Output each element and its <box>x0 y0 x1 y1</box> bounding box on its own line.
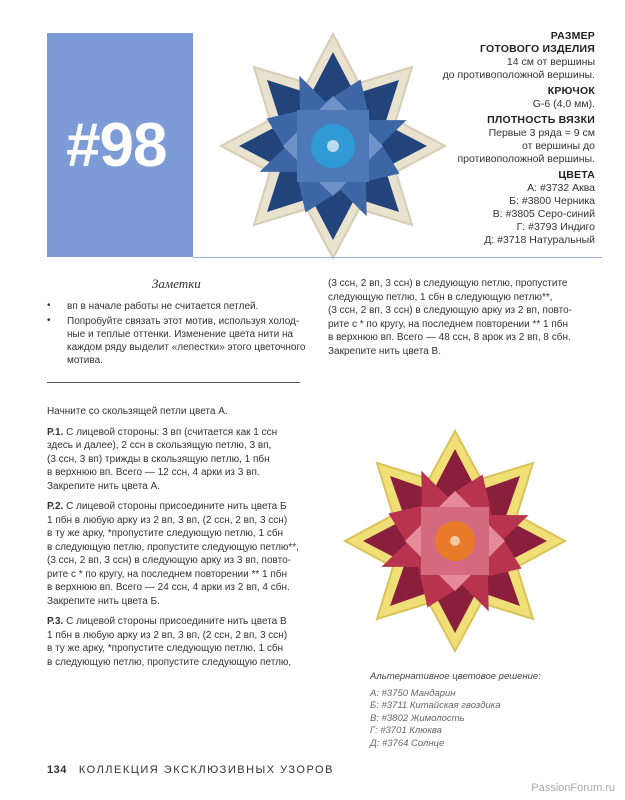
watermark: PassionForum.ru <box>531 782 615 794</box>
instructions-right-column <box>328 277 598 358</box>
header-divider <box>193 257 602 258</box>
spec-gauge <box>457 114 595 166</box>
instruction-line: рите с * по кругу, на последнем повторении ** 1 пбн <box>328 318 569 330</box>
notes-item-2 <box>67 315 307 367</box>
spec-colors-title: ЦВЕТА <box>558 169 595 181</box>
instruction-line: 1 пбн в любую арку из 2 вп, 3 вп, (2 ссн, 2 вп, 3 ссн) <box>47 629 288 641</box>
notes-item-1-line: вп в начале работы не считается петлей. <box>67 301 259 312</box>
spec-size-title-1: РАЗМЕР <box>550 30 595 42</box>
spec-hook-title: КРЮЧОК <box>547 85 595 97</box>
instruction-line: С лицевой стороны присоедините нить цвета В <box>66 616 287 627</box>
instructions-left-column <box>47 405 332 676</box>
row-1-instructions <box>47 426 332 494</box>
instruction-line: в следующую петлю, пропустите следующую петлю**, <box>47 541 299 553</box>
spec-colors <box>484 169 595 247</box>
spec-hook-value: G-6 (4,0 мм). <box>532 98 595 110</box>
notes-item-2-line: Попробуйте связать этот мотив, используя холод- <box>67 316 300 327</box>
spec-color-d: Г: #3793 Индиго <box>516 221 595 233</box>
notes-item-2-line: каждом ряду выделит «лепестки» этого цветочного <box>67 342 306 353</box>
instruction-line: Закрепите нить цвета А. <box>47 480 160 492</box>
spec-hook <box>533 85 595 111</box>
spec-gauge-line-2: от вершины до <box>522 140 595 152</box>
instruction-line: в верхнюю вп. Всего — 12 ссн, 4 арки из 3 вп. <box>47 467 260 478</box>
alt-color-c: В: #3802 Жимолость <box>370 712 465 724</box>
notes-item-1 <box>67 300 307 313</box>
bullet-icon: • <box>47 300 51 311</box>
instruction-line: (3 ссн, 2 вп, 3 ссн) в следующую арку из 3 вп, повто- <box>47 555 291 566</box>
instruction-line: следующую петлю, 1 сбн в следующую петлю**, <box>328 291 553 303</box>
instruction-line: здесь и далее), 2 ссн в скользящую петлю, 3 вп, <box>47 440 272 451</box>
instruction-line: Закрепите нить цвета В. <box>328 345 441 357</box>
spec-color-c: В: #3805 Серо-синий <box>492 208 595 220</box>
alt-color-a: А: #3750 Мандарин <box>370 687 456 699</box>
row-3-instructions <box>47 615 332 669</box>
alt-colors-title: Альтернативное цветовое решение: <box>370 671 541 682</box>
alt-color-d: Г: #3701 Клюква <box>370 725 442 736</box>
instruction-intro: Начните со скользящей петли цвета А. <box>47 406 228 417</box>
motif-image-blue <box>214 30 452 262</box>
spec-size <box>443 30 595 82</box>
instruction-line: (3 ссн, 2 вп, 3 ссн) в следующую петлю, пропустите <box>328 278 568 289</box>
spec-size-line-2: до противоположной вершины. <box>442 69 595 81</box>
row-2-label: Р.2. <box>47 501 64 512</box>
instruction-line: рите с * по кругу, на последнем повторении ** 1 пбн <box>47 568 288 580</box>
notes-item-2-line: ные и теплые оттенки. Изменение цвета нити на <box>67 329 294 340</box>
instruction-line: в следующую петлю, пропустите следующую петлю, <box>47 656 292 668</box>
spec-color-e: Д: #3718 Натуральный <box>484 234 595 246</box>
page-number: 134 <box>47 764 67 776</box>
motif-center-hole <box>327 140 339 152</box>
instruction-line: (3 ссн, 2 вп, 3 ссн) в следующую арку из 2 вп, повто- <box>328 305 572 316</box>
instruction-line: в ту же арку, *пропустите следующую петлю, 1 сбн <box>47 528 284 539</box>
pattern-number: #98 <box>66 111 167 180</box>
notes-title: Заметки <box>152 276 201 291</box>
row-2-instructions <box>47 500 332 608</box>
spec-size-line-1: 14 см от вершины <box>506 56 595 68</box>
instruction-line: Закрепите нить цвета Б. <box>47 595 160 607</box>
spec-size-title-2: ГОТОВОГО ИЗДЕЛИЯ <box>480 43 595 55</box>
alt-color-e: Д: #3764 Солнце <box>370 737 445 749</box>
spec-gauge-title: ПЛОТНОСТЬ ВЯЗКИ <box>487 114 595 126</box>
bullet-icon: • <box>47 315 51 326</box>
alt-colors <box>370 671 541 750</box>
instruction-line: С лицевой стороны присоедините нить цвета Б <box>66 501 287 512</box>
spec-gauge-line-1: Первые 3 ряда = 9 см <box>488 127 595 139</box>
alt-color-b: Б: #3711 Китайская гвоздика <box>370 700 501 711</box>
motif-image-warm <box>338 424 572 658</box>
instruction-line: С лицевой стороны: 3 вп (считается как 1 ссн <box>66 426 278 438</box>
instruction-line: в ту же арку, *пропустите следующую петлю, 1 сбн <box>47 643 284 654</box>
motif-center-hole <box>450 536 460 546</box>
instruction-line: в верхнюю вп. Всего — 24 ссн, 4 арки из 2 вп, 4 сбн. <box>47 582 290 593</box>
row-3-label: Р.3. <box>47 616 64 627</box>
row-1-label: Р.1. <box>47 426 64 438</box>
spec-color-b: Б: #3800 Черника <box>509 195 595 207</box>
spec-gauge-line-3: противоположной вершины. <box>457 153 595 165</box>
instruction-line: 1 пбн в любую арку из 2 вп, 3 вп, (2 ссн, 2 вп, 3 ссн) <box>47 514 288 526</box>
notes-divider <box>47 382 300 383</box>
page-footer <box>47 764 334 776</box>
footer-title: КОЛЛЕКЦИЯ ЭКСКЛЮЗИВНЫХ УЗОРОВ <box>78 764 334 776</box>
notes-item-2-line: мотива. <box>67 355 103 366</box>
spec-color-a: А: #3732 Аква <box>527 182 595 194</box>
instruction-line: (3 ссн, 3 вп) трижды в скользящую петлю, 1 пбн <box>47 453 270 465</box>
instruction-line: в верхнюю вп. Всего — 48 ссн, 8 арок из 2 вп, 8 сбн. <box>328 332 571 343</box>
